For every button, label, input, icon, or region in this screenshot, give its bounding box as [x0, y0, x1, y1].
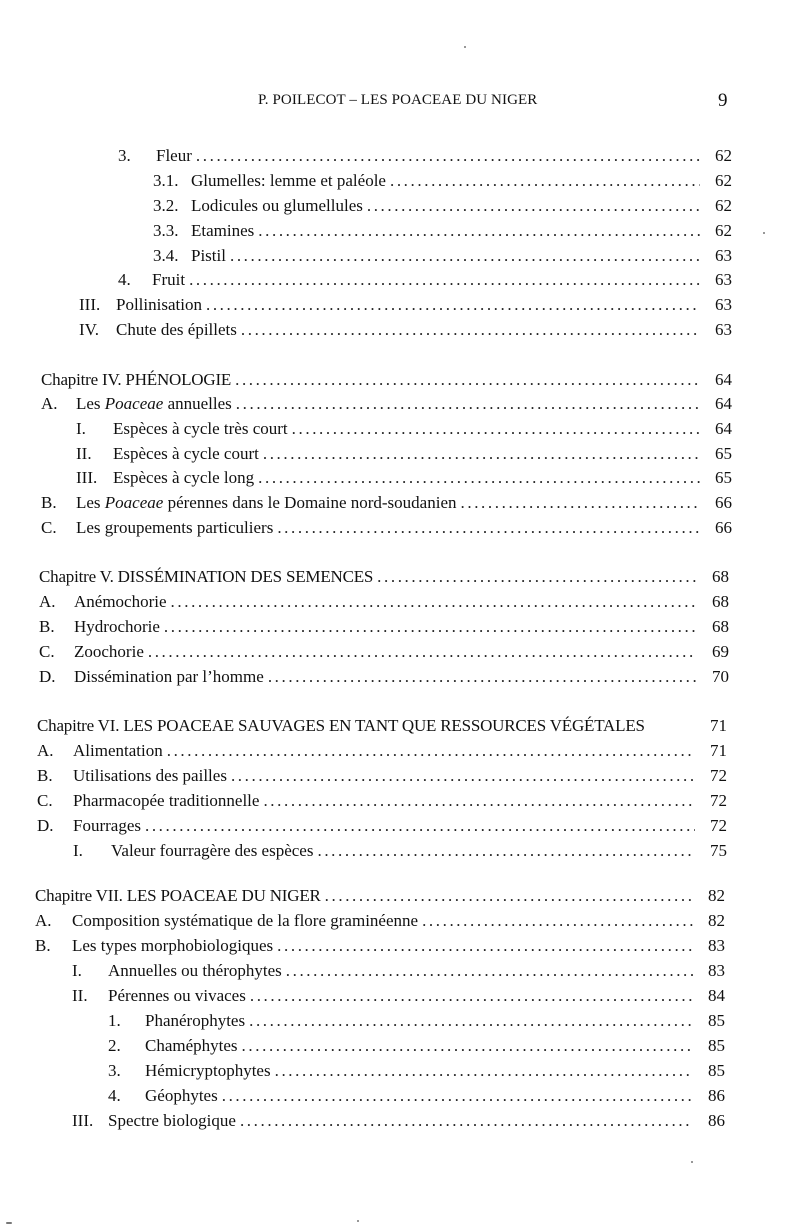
scan-speck [763, 232, 765, 234]
toc-entry[interactable]: II. Pérennes ou vivaces ..... 84 [72, 986, 725, 1010]
toc-entry[interactable]: A. Composition systématique de la flore graminéenne ..... 82 [35, 911, 725, 935]
toc-entry[interactable]: II. Espèces à cycle court ..... 65 [76, 444, 732, 468]
toc-entry[interactable]: B. Hydrochorie ..... 68 [39, 617, 729, 641]
toc-entry[interactable]: B. Utilisations des pailles ..... 72 [37, 766, 727, 790]
toc-entry[interactable]: C. Zoochorie ..... 69 [39, 642, 729, 666]
toc-chapter-iv[interactable]: Chapitre IV. PHÉNOLOGIE ..... 64 [41, 370, 732, 394]
toc-entry[interactable]: 2. Chaméphytes ..... 85 [108, 1036, 725, 1060]
toc-entry[interactable]: B. Les types morphobiologiques ..... 83 [35, 936, 725, 960]
toc-entry[interactable]: 3. Hémicryptophytes ..... 85 [108, 1061, 725, 1085]
toc-entry[interactable]: C. Pharmacopée traditionnelle ..... 72 [37, 791, 727, 815]
toc-entry[interactable]: 1. Phanérophytes ..... 85 [108, 1011, 725, 1035]
toc-entry[interactable]: I. Valeur fourragère des espèces ..... 75 [73, 841, 727, 865]
toc-entry[interactable]: III. Spectre biologique ..... 86 [72, 1111, 725, 1135]
toc-entry[interactable]: D. Fourrages ..... 72 [37, 816, 727, 840]
toc-entry[interactable]: C. Les groupements particuliers ..... 66 [41, 518, 732, 542]
page-number: 9 [718, 90, 728, 111]
toc-entry[interactable]: 4. Fruit ..... 63 [118, 270, 732, 294]
toc-entry[interactable]: 3.4. Pistil ..... 63 [153, 246, 732, 270]
toc-chapter-vi[interactable]: Chapitre VI. LES POACEAE SAUVAGES EN TANT QUE RESSOURCES VÉGÉTALES 71 [37, 716, 727, 735]
toc-entry[interactable]: I. Annuelles ou thérophytes ..... 83 [72, 961, 725, 985]
scan-speck [6, 1222, 12, 1224]
toc-entry[interactable]: D. Dissémination par l’homme ..... 70 [39, 667, 729, 691]
toc-entry[interactable]: B. Les Poaceae pérennes dans le Domaine nord-soudanien ..... 66 [41, 493, 732, 517]
toc-entry[interactable]: A. Anémochorie ..... 68 [39, 592, 729, 616]
toc-entry[interactable]: 3.1. Glumelles: lemme et paléole ..... 62 [153, 171, 732, 195]
toc-entry[interactable]: III. Espèces à cycle long ..... 65 [76, 468, 732, 492]
toc-entry[interactable]: 3.3. Etamines ..... 62 [153, 221, 732, 245]
toc-chapter-vii[interactable]: Chapitre VII. LES POACEAE DU NIGER ..... 82 [35, 886, 725, 910]
page-header [0, 90, 800, 114]
toc-entry[interactable]: IV. Chute des épillets ..... 63 [79, 320, 732, 344]
scan-speck [357, 1220, 359, 1222]
toc-entry[interactable]: I. Espèces à cycle très court ..... 64 [76, 419, 732, 443]
toc-entry[interactable]: 3. Fleur ..... 62 [118, 146, 732, 170]
toc-entry[interactable]: A. Les Poaceae annuelles ..... 64 [41, 394, 732, 418]
toc-entry[interactable]: III. Pollinisation ..... 63 [79, 295, 732, 319]
toc-entry[interactable]: A. Alimentation ..... 71 [37, 741, 727, 765]
scan-speck [691, 1161, 693, 1163]
scan-speck [464, 46, 466, 48]
toc-chapter-v[interactable]: Chapitre V. DISSÉMINATION DES SEMENCES ..... 68 [39, 567, 729, 591]
toc-entry[interactable]: 3.2. Lodicules ou glumellules ..... 62 [153, 196, 732, 220]
running-title: P. POILECOT – LES POACEAE DU NIGER [258, 92, 538, 108]
toc-entry[interactable]: 4. Géophytes ..... 86 [108, 1086, 725, 1110]
